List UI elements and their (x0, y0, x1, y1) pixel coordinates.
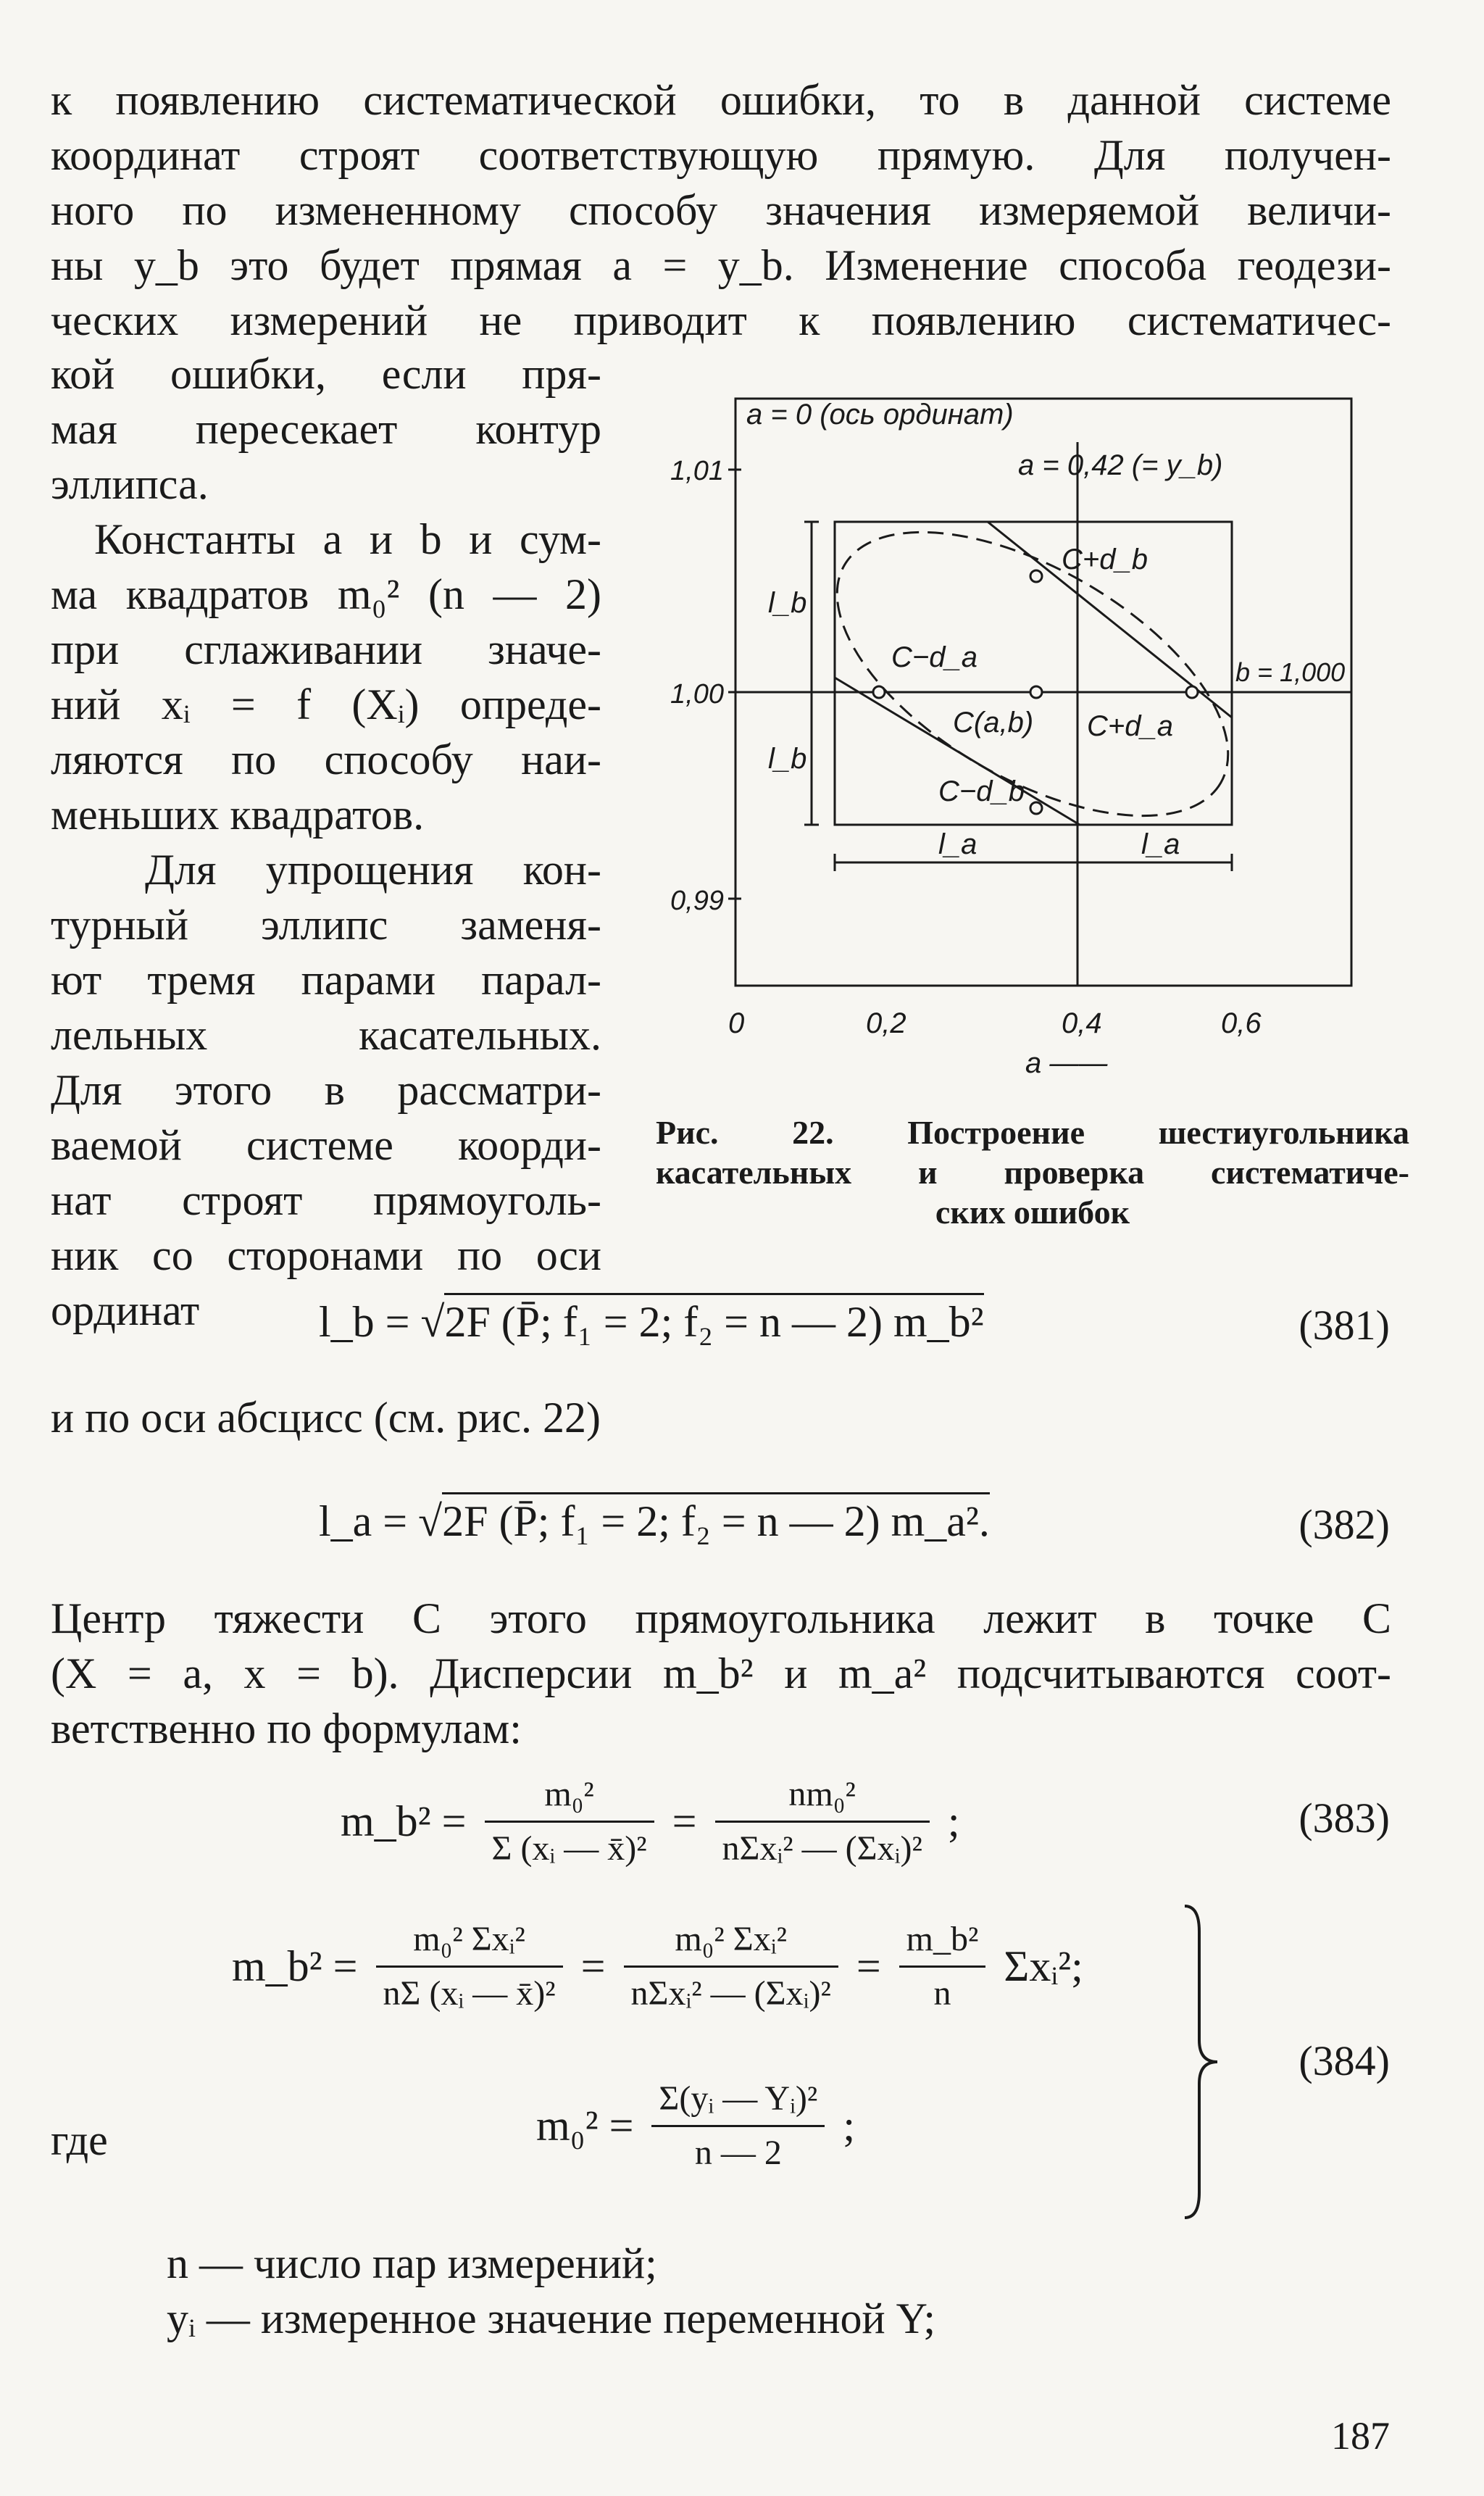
text-line: лельных касательных. (51, 1011, 601, 1059)
text-line: Константы a и b и сум- (94, 515, 601, 563)
denominator: n (933, 1974, 951, 2013)
text-line: ний xᵢ = f (Xᵢ) опреде- (51, 681, 601, 728)
center-paragraph (51, 1591, 1391, 1756)
where-label (51, 2113, 108, 2168)
eq-lhs: m₀² = (536, 2102, 634, 2150)
equation-383: m_b² = $\frac{\text{m₀²}}{\text{Σ (xᵢ — x̄)²}}$ = $\frac{\text{nm₀²}}{\text{nΣxᵢ² — (Σxᵢ)²}}$ ; (341, 1768, 960, 1875)
point-c-plus-db (1030, 570, 1042, 582)
definition-line: n — число пар измерений; (167, 2239, 657, 2287)
text-line: ваемой системе коорди- (51, 1121, 601, 1169)
fraction (899, 1913, 986, 2020)
numerator: Σ(yᵢ — Yᵢ)² (651, 2073, 825, 2127)
text-line: ординат (51, 1286, 200, 1334)
text-line: ного по измененному способу значения измеряемой величи- (51, 186, 1391, 234)
equation-382 (319, 1497, 990, 1547)
text-line: где (51, 2116, 108, 2164)
y-tick-label: 1,00 (670, 679, 724, 710)
top-label: a = 0 (ось ординат) (746, 399, 1014, 430)
text-line: ческих измерений не приводит к появлению систематичес- (51, 296, 1391, 344)
equation-381 (319, 1297, 984, 1347)
equation-number: (381) (1298, 1302, 1390, 1349)
text-line: мая пересекает контур (51, 405, 601, 453)
text-line: ветственно по формулам: (51, 1705, 522, 1752)
numerator: m_b² (899, 1913, 986, 1968)
point-c-plus-da (1186, 686, 1198, 698)
eq-lhs: m_b² = (232, 1942, 358, 1990)
fraction (376, 1913, 563, 2020)
left-column-text (51, 346, 601, 1338)
text-line: кой ошибки, если пря- (51, 350, 601, 398)
eq-lhs: l_a = √ (319, 1497, 443, 1545)
dim-label: l_a (938, 828, 977, 860)
tangent-rectangle (835, 522, 1232, 825)
text-line: эллипса. (51, 460, 209, 508)
equation-number: (383) (1298, 1794, 1390, 1842)
text-line: нат строят прямоуголь- (51, 1176, 601, 1224)
text-line: ник со сторонами по оси (51, 1231, 601, 1279)
numerator: m₀² Σxᵢ² (376, 1913, 563, 1968)
numerator: m₀² Σxᵢ² (624, 1913, 838, 1968)
text-line: и по оси абсцисс (см. рис. 22) (51, 1394, 601, 1442)
point-c-center (1030, 686, 1042, 698)
text-line: к появлению систематической ошибки, то в данной системе (51, 76, 1391, 124)
eq-lhs: m_b² = (341, 1797, 467, 1845)
equation-384-line1: m_b² = $\frac{\text{m₀² Σxᵢ²}}{\text{nΣ (xᵢ — x̄)²}}$ = $\frac{\text{m₀² Σxᵢ²}}{\text{nΣxᵢ² — (Σxᵢ)²}}$ = $\frac{\text{m\_b²}}{n}$ Σxᵢ²; (232, 1913, 1083, 2020)
caption-line: касательных и проверка систематиче- (656, 1154, 1409, 1191)
dim-label: l_b (768, 587, 807, 619)
x-tick-label: 0,4 (1062, 1007, 1102, 1039)
eq-radicand: 2F (P̄; f₁ = 2; f₂ = n — 2) m_a². (442, 1492, 990, 1545)
fraction (624, 1913, 838, 2020)
equation-number: (382) (1298, 1501, 1390, 1548)
fraction (715, 1768, 930, 1875)
point-label: C+d_a (1087, 710, 1173, 742)
text-line: турный эллипс заменя- (51, 901, 601, 949)
point-label: C−d_a (891, 641, 977, 673)
point-label: C−d_b (938, 775, 1025, 807)
line-label: a = 0,42 (= y_b) (1018, 449, 1223, 481)
text-line: ны y_b это будет прямая a = y_b. Изменение способа геодези- (51, 241, 1391, 289)
eq-tail: ; (843, 2102, 855, 2150)
text-line: при сглаживании значе- (51, 625, 601, 673)
fraction (651, 2073, 825, 2179)
page-number: 187 (1331, 2414, 1390, 2458)
dim-label: l_a (1141, 828, 1180, 860)
x-tick-label: 0,6 (1221, 1007, 1262, 1039)
eq-radicand: 2F (P̄; f₁ = 2; f₂ = n — 2) m_b² (444, 1293, 983, 1346)
text-line: ляются по способу наи- (51, 736, 601, 783)
point-c-minus-da (873, 686, 885, 698)
definitions (167, 2236, 1254, 2346)
text-line: координат строят соответствующую прямую. Для получен- (51, 131, 1391, 179)
definition-line: yᵢ — измеренное значение переменной Y; (167, 2295, 936, 2342)
y-tick-label: 1,01 (670, 456, 724, 486)
figure-caption (656, 1112, 1409, 1232)
figure-22 (656, 391, 1409, 1152)
x-tick-label: 0,2 (866, 1007, 906, 1039)
caption-line: ских ошибок (935, 1194, 1130, 1231)
point-label: C(a,b) (953, 707, 1034, 739)
b-label: b = 1,000 (1235, 657, 1346, 687)
denominator: nΣxᵢ² — (Σxᵢ)² (630, 1974, 831, 2013)
denominator: nΣ (xᵢ — x̄)² (383, 1974, 556, 2013)
y-tick-label: 0,99 (670, 886, 724, 916)
denominator: Σ (xᵢ — x̄)² (491, 1829, 647, 1868)
dim-label: l_b (768, 743, 807, 775)
text-line: меньших квадратов. (51, 791, 425, 839)
x-tick-label: 0 (728, 1007, 745, 1039)
text-line: ма квадратов m₀² (n — 2) (51, 570, 601, 618)
eq-tail: ; (947, 1797, 960, 1845)
x-axis-label: a —— (1025, 1047, 1108, 1079)
point-label: C+d_b (1062, 544, 1148, 575)
equation-number: (384) (1298, 2037, 1390, 2084)
intro-paragraph (51, 72, 1391, 348)
point-c-minus-db (1030, 802, 1042, 814)
text-line: Для этого в рассматри- (51, 1066, 601, 1114)
right-brace (1181, 1902, 1225, 2221)
text-line: ют тремя парами парал- (51, 956, 601, 1004)
denominator: n — 2 (694, 2134, 782, 2172)
caption-line: Рис. 22. Построение шестиугольника (656, 1114, 1409, 1151)
text-line: Для упрощения кон- (145, 846, 601, 894)
text-line: Центр тяжести C этого прямоугольника лежит в точке C (51, 1594, 1391, 1642)
equation-384-line2 (536, 2073, 855, 2179)
abscissa-text (51, 1390, 1391, 1445)
numerator: m₀² (485, 1768, 654, 1823)
eq-lhs: l_b = √ (319, 1298, 445, 1346)
eq-tail: Σxᵢ²; (1004, 1942, 1083, 1990)
text-line: (X = a, x = b). Дисперсии m_b² и m_a² подсчитываются соот- (51, 1650, 1391, 1697)
denominator: nΣxᵢ² — (Σxᵢ)² (722, 1829, 922, 1868)
fraction (485, 1768, 654, 1875)
numerator: nm₀² (715, 1768, 930, 1823)
